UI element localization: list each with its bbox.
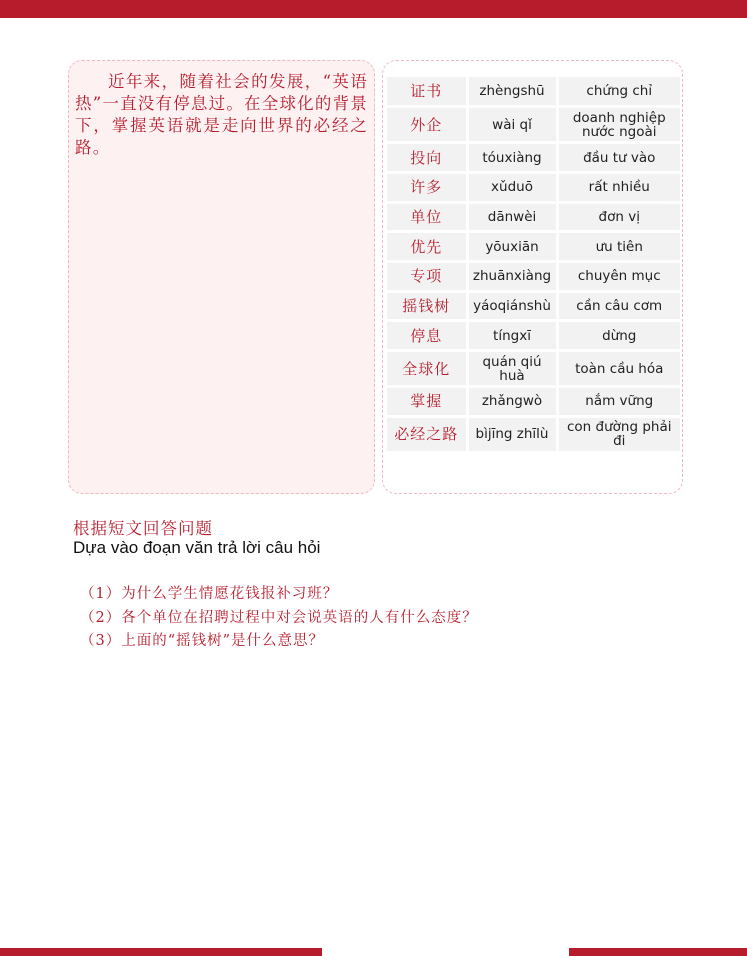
vocab-row [387,291,680,321]
vocab-row [387,321,680,351]
vocab-hanzi: 必经之路 [387,416,467,452]
vocab-pinyin: yōuxiān [467,232,557,262]
vocab-row [387,351,680,387]
vocab-pinyin: zhuānxiàng [467,261,557,291]
vocab-hanzi: 专项 [387,261,467,291]
vocab-vietnamese: con đường phải đi [557,416,680,452]
reading-passage-text: 近年来，随着社会的发展，“英语热”一直没有停息过。在全球化的背景下，掌握英语就是走向世界的必经之路。 [75,72,368,157]
section-title-vietnamese: Dựa vào đoạn văn trả lời câu hỏi [73,538,321,557]
bottom-footer-bar-left [0,948,322,956]
vocab-pinyin: quán qiú huà [467,351,557,387]
vocab-pinyin: dānwèi [467,202,557,232]
vocab-row [387,202,680,232]
vocab-row [387,387,680,417]
vocab-row [387,143,680,173]
vocab-row [387,77,680,107]
vocab-hanzi: 许多 [387,172,467,202]
vocab-pinyin: tóuxiàng [467,143,557,173]
vocab-pinyin: zhǎngwò [467,387,557,417]
top-header-bar [0,0,747,18]
vocab-hanzi: 单位 [387,202,467,232]
vocab-vietnamese: đơn vị [557,202,680,232]
reading-passage-box [68,60,375,494]
vocab-row [387,172,680,202]
vocab-row [387,107,680,143]
vocab-vietnamese: rất nhiều [557,172,680,202]
bottom-footer-bar-right [569,948,747,956]
vocab-vietnamese: cần câu cơm [557,291,680,321]
vocab-vietnamese: chứng chỉ [557,77,680,107]
question-item: （2）各个单位在招聘过程中对会说英语的人有什么态度？ [80,609,478,626]
vocab-vietnamese: doanh nghiệp nước ngoài [557,107,680,143]
vocab-pinyin: xǔduō [467,172,557,202]
vocabulary-table [387,77,680,454]
vocab-hanzi: 证书 [387,77,467,107]
vocab-hanzi: 掌握 [387,387,467,417]
question-item: （3）上面的“摇钱树”是什么意思？ [80,633,325,649]
vocab-hanzi: 投向 [387,143,467,173]
vocab-hanzi: 外企 [387,107,467,143]
question-list [80,583,478,654]
vocab-pinyin: bìjīng zhīlù [467,416,557,452]
vocab-pinyin: wài qǐ [467,107,557,143]
vocab-pinyin: tíngxī [467,321,557,351]
vocab-hanzi: 优先 [387,232,467,262]
vocab-vietnamese: nắm vững [557,387,680,417]
question-item: （1）为什么学生情愿花钱报补习班？ [80,586,339,602]
section-title-chinese: 根据短文回答问题 [73,519,213,538]
vocab-hanzi: 全球化 [387,351,467,387]
vocab-pinyin: yáoqiánshù [467,291,557,321]
vocab-pinyin: zhèngshū [467,77,557,107]
vocab-row [387,261,680,291]
vocab-vietnamese: ưu tiên [557,232,680,262]
vocab-vietnamese: đầu tư vào [557,143,680,173]
vocab-hanzi: 摇钱树 [387,291,467,321]
vocab-vietnamese: dừng [557,321,680,351]
vocab-vietnamese: chuyên mục [557,261,680,291]
vocab-row [387,232,680,262]
vocab-vietnamese: toàn cầu hóa [557,351,680,387]
vocab-hanzi: 停息 [387,321,467,351]
vocab-row [387,416,680,452]
